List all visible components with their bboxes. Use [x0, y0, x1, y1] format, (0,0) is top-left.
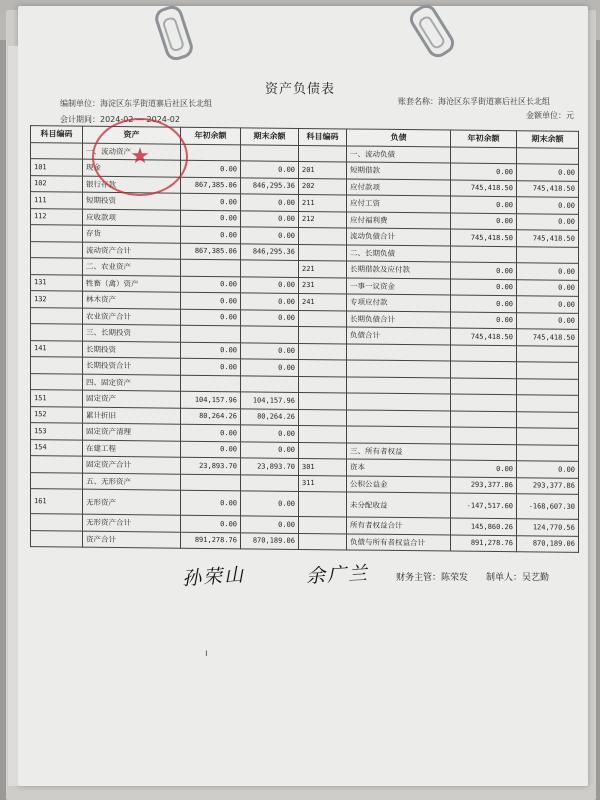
cell-liability-code	[299, 145, 347, 162]
cell-liability-name: 专项应付款	[347, 294, 451, 312]
unit-label: 编制单位：海淀区东孚街道寨后社区长北组	[60, 99, 212, 108]
cell-liability-opening: 145,860.26	[451, 518, 517, 535]
cell-liability-name: 应付福利费	[347, 211, 451, 229]
cell-liability-code: 201	[299, 161, 347, 178]
cell-liability-name	[347, 376, 451, 394]
cell-liability-code: 231	[299, 277, 347, 294]
document-title: 资产负债表	[264, 82, 335, 97]
cell-liability-code: 202	[299, 178, 347, 195]
cell-liability-name: 应付工资	[347, 195, 451, 213]
cell-asset-name: 四、固定资产	[83, 374, 181, 392]
cell-asset-name: 无形资产	[83, 489, 181, 515]
cell-asset-code: 153	[31, 423, 83, 440]
cell-liability-opening	[451, 444, 517, 461]
cell-liability-closing	[517, 246, 579, 263]
cell-asset-name: 应收款项	[83, 209, 181, 227]
cell-asset-closing	[241, 474, 299, 491]
cell-asset-closing	[241, 260, 299, 277]
cell-asset-name: 现金	[83, 159, 181, 177]
cell-liability-opening	[451, 147, 517, 164]
cell-liability-closing	[517, 345, 579, 362]
cell-liability-code	[299, 491, 347, 517]
cell-liability-name: 应付款项	[347, 178, 451, 196]
cell-liability-opening: 0.00	[451, 262, 517, 279]
cell-liability-opening: 891,278.76	[451, 535, 517, 552]
cell-asset-opening	[181, 474, 241, 491]
cell-liability-closing: 745,418.50	[517, 230, 579, 247]
period-label: 会计期间：2024-02 — 2024-02	[60, 115, 180, 124]
cell-asset-code	[31, 456, 83, 473]
cell-liability-code: 221	[299, 260, 347, 277]
cell-asset-opening: 0.00	[181, 309, 241, 326]
cell-liability-closing: 745,418.50	[517, 180, 579, 197]
col-header: 期末余额	[517, 131, 579, 148]
cell-liability-opening: 745,418.50	[451, 328, 517, 345]
cell-asset-closing: 846,295.36	[241, 243, 299, 260]
cell-liability-closing	[517, 378, 579, 395]
cell-asset-opening: 0.00	[181, 160, 241, 177]
cell-liability-opening	[451, 246, 517, 263]
cell-asset-code: 102	[31, 175, 83, 192]
cell-liability-opening: 0.00	[451, 279, 517, 296]
cell-asset-closing: 0.00	[241, 194, 299, 211]
cell-asset-opening: 0.00	[181, 358, 241, 375]
cell-liability-code	[299, 343, 347, 360]
cell-liability-closing: 124,770.56	[517, 519, 579, 536]
cell-asset-name: 林木资产	[83, 291, 181, 309]
cell-asset-opening	[181, 325, 241, 342]
cell-asset-opening: 0.00	[181, 441, 241, 458]
cell-asset-closing: 0.00	[241, 293, 299, 310]
cell-asset-name: 牲畜（禽）资产	[83, 275, 181, 293]
cell-liability-name: 长期负债合计	[347, 310, 451, 328]
cell-liability-opening	[451, 427, 517, 444]
cell-liability-name: 二、长期负债	[347, 244, 451, 262]
cell-asset-closing: 0.00	[241, 425, 299, 442]
cell-liability-name	[347, 343, 451, 361]
cell-liability-closing: 0.00	[517, 263, 579, 280]
cell-liability-opening: 0.00	[451, 213, 517, 230]
cell-liability-opening: 0.00	[451, 196, 517, 213]
signature-two: 余广兰	[305, 562, 370, 588]
cell-liability-opening: 0.00	[451, 295, 517, 312]
col-header: 年初余额	[451, 130, 517, 147]
cell-liability-name: 流动负债合计	[347, 228, 451, 246]
cell-liability-closing	[517, 147, 579, 164]
cell-asset-opening: 80,264.26	[181, 408, 241, 425]
col-header: 期末余额	[241, 128, 299, 145]
cell-asset-code: 101	[31, 159, 83, 176]
cell-liability-name: 所有者权益合计	[347, 517, 451, 535]
cell-liability-opening: 745,418.50	[451, 229, 517, 246]
cell-liability-name: 未分配收益	[347, 492, 451, 518]
cell-liability-name: 一、流动负债	[347, 145, 451, 163]
cell-liability-closing: 870,189.06	[517, 535, 579, 552]
cell-asset-code	[31, 258, 83, 275]
cell-liability-opening: -147,517.60	[451, 493, 517, 519]
cell-asset-code: 141	[31, 340, 83, 357]
cell-liability-code	[299, 359, 347, 376]
cell-asset-name: 二、农业资产	[83, 258, 181, 276]
cell-asset-closing	[241, 326, 299, 343]
cell-liability-opening	[451, 378, 517, 395]
cell-asset-code	[31, 307, 83, 324]
cell-asset-opening: 0.00	[181, 226, 241, 243]
cell-liability-name	[347, 409, 451, 427]
cell-asset-name: 长期投资合计	[83, 357, 181, 375]
cell-asset-name: 固定资产	[83, 390, 181, 408]
cell-asset-code	[31, 357, 83, 374]
cell-liability-opening	[451, 361, 517, 378]
cell-liability-closing	[517, 362, 579, 379]
cell-liability-code: 212	[299, 211, 347, 228]
cell-liability-closing	[517, 428, 579, 445]
cell-liability-closing: 0.00	[517, 197, 579, 214]
cell-asset-code	[31, 241, 83, 258]
cell-asset-code: 132	[31, 291, 83, 308]
cell-asset-name: 长期投资	[83, 341, 181, 359]
cell-liability-code	[299, 392, 347, 409]
cell-asset-name: 农业资产合计	[83, 308, 181, 326]
cell-liability-code: 311	[299, 475, 347, 492]
cell-liability-code	[299, 227, 347, 244]
cell-asset-code	[31, 225, 83, 242]
cell-liability-closing	[517, 395, 579, 412]
cell-liability-opening: 293,377.86	[451, 477, 517, 494]
cell-asset-name: 存货	[83, 225, 181, 243]
cell-asset-opening: 0.00	[181, 490, 241, 516]
cell-asset-closing: 0.00	[241, 342, 299, 359]
cell-asset-name: 固定资产合计	[83, 456, 181, 474]
cell-liability-name: 长期借款及应付款	[347, 261, 451, 279]
cell-asset-code	[31, 530, 83, 547]
signature-one: 孙荣山	[181, 563, 246, 591]
cell-asset-name: 在建工程	[83, 440, 181, 458]
cell-asset-name: 五、无形资产	[83, 473, 181, 491]
cell-liability-name	[347, 393, 451, 411]
cell-asset-closing	[241, 144, 299, 161]
cell-asset-code: 152	[31, 406, 83, 423]
cell-asset-closing: 0.00	[241, 441, 299, 458]
cell-asset-opening	[181, 144, 241, 161]
cell-liability-name	[347, 360, 451, 378]
cell-liability-code	[299, 442, 347, 459]
col-header: 科目编码	[299, 128, 347, 145]
cell-asset-opening: 0.00	[181, 515, 241, 532]
cell-liability-opening: 0.00	[451, 312, 517, 329]
cell-asset-code: 161	[31, 489, 83, 515]
col-header: 负债	[347, 129, 451, 147]
cell-asset-opening: 0.00	[181, 342, 241, 359]
cell-liability-opening: 745,418.50	[451, 180, 517, 197]
cell-liability-name: 短期借款	[347, 162, 451, 180]
cell-liability-code	[299, 376, 347, 393]
cell-asset-closing: 0.00	[241, 309, 299, 326]
cell-asset-closing: 846,295.36	[241, 177, 299, 194]
cell-asset-code: 111	[31, 192, 83, 209]
cell-liability-code	[299, 244, 347, 261]
cell-asset-name: 资产合计	[83, 531, 181, 549]
cell-liability-closing: 0.00	[517, 279, 579, 296]
cell-liability-name	[347, 426, 451, 444]
cell-liability-code	[299, 533, 347, 550]
cell-asset-closing: 0.00	[241, 227, 299, 244]
cell-liability-closing: -168,607.30	[517, 494, 579, 520]
cell-liability-code	[299, 425, 347, 442]
preparer-label: 制单人：吴艺勤	[486, 573, 550, 583]
cell-asset-name: 银行存款	[83, 176, 181, 194]
cell-asset-opening: 0.00	[181, 292, 241, 309]
cell-liability-closing: 745,418.50	[517, 329, 579, 346]
cell-asset-opening	[181, 259, 241, 276]
cell-asset-code	[31, 514, 83, 531]
col-header: 年初余额	[181, 127, 241, 144]
cell-liability-closing	[517, 444, 579, 461]
cell-liability-opening	[451, 345, 517, 362]
cell-asset-closing: 104,157.96	[241, 392, 299, 409]
page-edge	[8, 46, 18, 786]
col-header: 资产	[83, 126, 181, 144]
cell-asset-name: 无形资产合计	[83, 514, 181, 532]
cell-asset-name: 累计折旧	[83, 407, 181, 425]
cell-liability-opening	[451, 394, 517, 411]
cell-asset-name: 流动资产合计	[83, 242, 181, 260]
cell-asset-code	[31, 324, 83, 341]
cell-asset-opening: 0.00	[181, 193, 241, 210]
cell-asset-closing: 870,189.06	[241, 532, 299, 549]
cell-asset-closing: 0.00	[241, 491, 299, 517]
cell-liability-closing: 0.00	[517, 164, 579, 181]
cell-asset-code	[31, 142, 83, 159]
cell-liability-name: 一事一议资金	[347, 277, 451, 295]
cell-asset-name: 短期投资	[83, 192, 181, 210]
cell-liability-name: 资本	[347, 459, 451, 477]
cell-asset-closing: 23,893.70	[241, 458, 299, 475]
cell-asset-opening: 0.00	[181, 276, 241, 293]
cell-liability-closing: 293,377.86	[517, 477, 579, 494]
cell-asset-name: 三、长期投资	[83, 324, 181, 342]
cell-asset-code: 131	[31, 274, 83, 291]
cell-asset-closing: 0.00	[241, 276, 299, 293]
cell-liability-code	[299, 326, 347, 343]
cell-asset-closing: 0.00	[241, 516, 299, 533]
cell-asset-closing: 0.00	[241, 161, 299, 178]
cell-liability-name: 三、所有者权益	[347, 442, 451, 460]
cell-asset-code: 151	[31, 390, 83, 407]
cell-asset-opening	[181, 375, 241, 392]
cell-asset-closing: 0.00	[241, 210, 299, 227]
cell-asset-name: 一、流动资产	[83, 143, 181, 161]
cell-liability-code	[299, 516, 347, 533]
cell-liability-code	[299, 310, 347, 327]
cell-liability-code: 211	[299, 194, 347, 211]
col-header: 科目编码	[31, 126, 83, 143]
cell-liability-opening: 0.00	[451, 460, 517, 477]
cell-liability-opening	[451, 411, 517, 428]
cell-liability-code	[299, 409, 347, 426]
cell-liability-code: 301	[299, 458, 347, 475]
cell-asset-closing: 0.00	[241, 359, 299, 376]
cell-liability-closing: 0.00	[517, 213, 579, 230]
currency-label: 金额单位：元	[526, 111, 574, 120]
cell-asset-opening: 104,157.96	[181, 391, 241, 408]
cell-asset-opening: 891,278.76	[181, 532, 241, 549]
cell-liability-closing: 0.00	[517, 296, 579, 313]
cell-liability-name: 负债与所有者权益合计	[347, 533, 451, 551]
cell-liability-name: 负债合计	[347, 327, 451, 345]
official-seal-icon: ★	[92, 118, 188, 196]
cell-asset-opening: 0.00	[181, 210, 241, 227]
cell-asset-code	[31, 472, 83, 489]
cell-liability-code: 241	[299, 293, 347, 310]
cell-asset-opening: 23,893.70	[181, 457, 241, 474]
cell-asset-code	[31, 373, 83, 390]
supervisor-label: 财务主管：陈荣发	[396, 573, 469, 583]
ink-mark: ı	[205, 648, 208, 659]
cell-asset-code: 112	[31, 208, 83, 225]
cell-liability-closing	[517, 411, 579, 428]
cell-asset-closing	[241, 375, 299, 392]
cell-asset-opening: 0.00	[181, 424, 241, 441]
cell-asset-name: 固定资产清理	[83, 423, 181, 441]
cell-liability-closing: 0.00	[517, 461, 579, 478]
cell-asset-code: 154	[31, 439, 83, 456]
cell-asset-closing: 80,264.26	[241, 408, 299, 425]
cell-asset-opening: 867,385.06	[181, 177, 241, 194]
account-label: 账套名称：海沧区东孚街道寨后社区长北组	[398, 97, 550, 106]
cell-liability-closing: 0.00	[517, 312, 579, 329]
cell-asset-opening: 867,385.06	[181, 243, 241, 260]
cell-liability-opening: 0.00	[451, 163, 517, 180]
cell-liability-name: 公积公益金	[347, 475, 451, 493]
